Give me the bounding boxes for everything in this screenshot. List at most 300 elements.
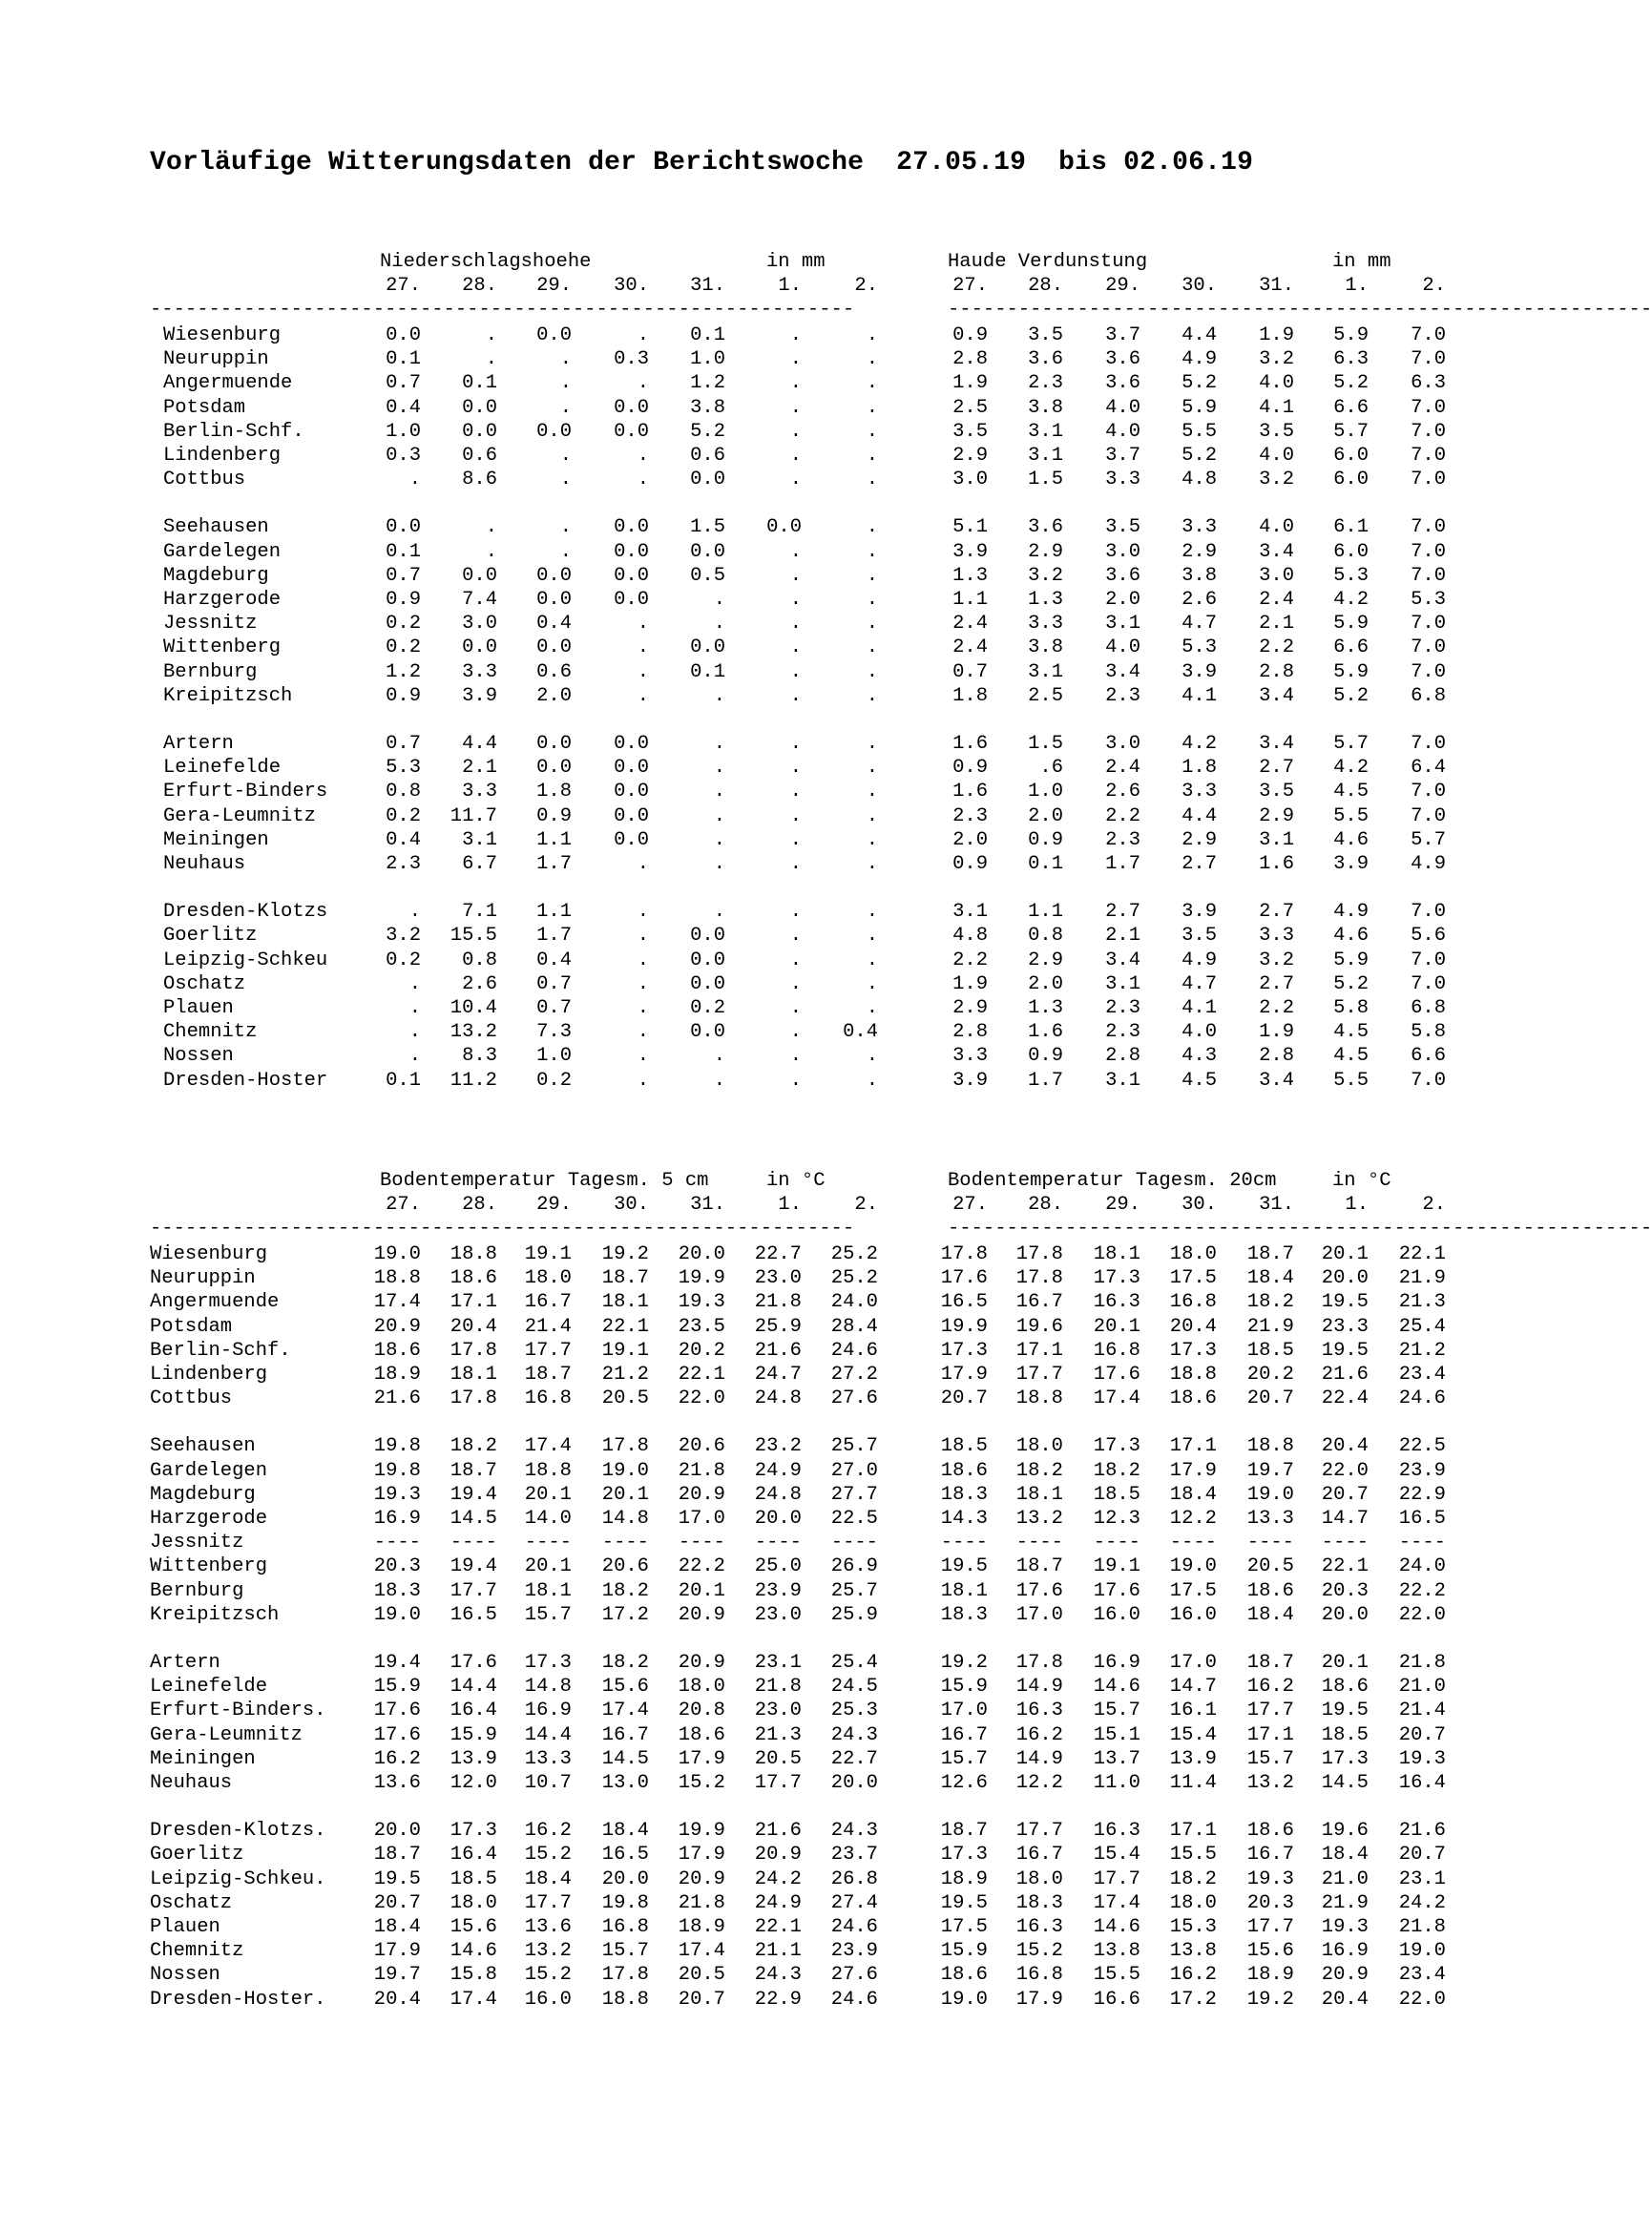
value-cell: 23.0 — [754, 1700, 802, 1721]
value-cell: 12.2 — [1169, 1508, 1217, 1530]
station-name: Cottbus — [163, 469, 246, 490]
table-row — [0, 636, 1579, 659]
value-cell: 18.6 — [1321, 1676, 1369, 1698]
value-cell: 14.8 — [601, 1508, 649, 1530]
value-cell: 18.7 — [373, 1844, 421, 1866]
value-cell: 15.2 — [524, 1964, 572, 1986]
value-cell: 7.0 — [1411, 565, 1446, 587]
value-cell: 4.9 — [1411, 853, 1446, 875]
value-cell: 0.1 — [386, 348, 421, 370]
value-cell: 3.7 — [1105, 324, 1140, 346]
value-cell: 17.3 — [940, 1340, 988, 1362]
value-cell: 7.0 — [1411, 324, 1446, 346]
value-cell: 19.1 — [1093, 1555, 1140, 1577]
value-cell: 18.1 — [601, 1291, 649, 1313]
day-header-right: 27. — [952, 275, 988, 297]
value-cell: 18.7 — [940, 1820, 988, 1842]
value-cell: 23.1 — [1398, 1868, 1446, 1890]
value-cell: . — [637, 661, 649, 683]
value-cell: 14.5 — [601, 1748, 649, 1770]
station-name: Leinefelde — [163, 757, 282, 779]
value-cell: 13.8 — [1169, 1940, 1217, 1962]
value-cell: 3.0 — [462, 613, 497, 635]
value-cell: 23.9 — [830, 1940, 878, 1962]
value-cell: 22.1 — [754, 1916, 802, 1938]
value-cell: 0.6 — [462, 445, 497, 467]
value-cell: ---- — [1321, 1532, 1369, 1554]
value-cell: 3.1 — [1028, 661, 1063, 683]
value-cell: ---- — [450, 1532, 497, 1554]
table-row — [0, 1531, 1579, 1554]
value-cell: 17.8 — [450, 1340, 497, 1362]
value-cell: 21.6 — [1398, 1820, 1446, 1842]
value-cell: 2.6 — [1181, 589, 1217, 611]
value-cell: 3.9 — [952, 541, 988, 563]
value-cell: 18.8 — [1246, 1435, 1294, 1457]
value-cell: 1.0 — [386, 421, 421, 443]
value-cell: 0.0 — [462, 397, 497, 419]
value-cell: 25.3 — [830, 1700, 878, 1721]
value-cell: 23.4 — [1398, 1364, 1446, 1386]
value-cell: 19.8 — [373, 1435, 421, 1457]
value-cell: 17.3 — [1093, 1435, 1140, 1457]
value-cell: 20.7 — [678, 1989, 725, 2011]
value-cell: 22.4 — [1321, 1387, 1369, 1409]
station-name: Dresden-Hoster — [163, 1070, 328, 1092]
table-row — [0, 564, 1579, 588]
value-cell: 5.9 — [1333, 949, 1369, 971]
value-cell: 13.6 — [524, 1916, 572, 1938]
value-cell: 15.5 — [1169, 1844, 1217, 1866]
station-name: Lindenberg — [163, 445, 282, 467]
value-cell: . — [789, 997, 802, 1019]
value-cell: 1.5 — [1028, 733, 1063, 755]
value-cell: 7.0 — [1411, 636, 1446, 658]
value-cell: 19.5 — [1321, 1291, 1369, 1313]
value-cell: 3.6 — [1105, 348, 1140, 370]
value-cell: 19.3 — [1398, 1748, 1446, 1770]
value-cell: 0.0 — [536, 324, 572, 346]
value-cell: 22.9 — [754, 1989, 802, 2011]
table-row — [0, 660, 1579, 684]
value-cell: 17.0 — [678, 1508, 725, 1530]
value-cell: . — [866, 805, 878, 827]
value-cell: 23.7 — [830, 1844, 878, 1866]
value-cell: 18.0 — [450, 1892, 497, 1914]
value-cell: 2.8 — [952, 1021, 988, 1043]
value-cell: 14.7 — [1321, 1508, 1369, 1530]
value-cell: 2.3 — [1105, 997, 1140, 1019]
value-cell: 18.9 — [678, 1916, 725, 1938]
value-cell: 0.4 — [386, 829, 421, 851]
value-cell: 23.1 — [754, 1652, 802, 1674]
value-cell: 18.8 — [373, 1267, 421, 1289]
value-cell: 21.8 — [678, 1892, 725, 1914]
left-section-title: Bodentemperatur Tagesm. 5 cm — [380, 1170, 709, 1192]
value-cell: 4.7 — [1181, 973, 1217, 995]
value-cell: ---- — [524, 1532, 572, 1554]
value-cell: 20.4 — [1321, 1989, 1369, 2011]
value-cell: 0.0 — [614, 516, 649, 538]
value-cell: 22.0 — [1398, 1989, 1446, 2011]
value-cell: . — [866, 853, 878, 875]
value-cell: 2.9 — [952, 445, 988, 467]
value-cell: 4.0 — [1181, 1021, 1217, 1043]
value-cell: . — [866, 733, 878, 755]
value-cell: 13.3 — [1246, 1508, 1294, 1530]
value-cell: 18.9 — [1246, 1964, 1294, 1986]
value-cell: 0.2 — [386, 636, 421, 658]
station-name: Leipzig-Schkeu. — [150, 1868, 326, 1890]
table-row — [0, 756, 1579, 780]
value-cell: . — [866, 636, 878, 658]
value-cell: . — [713, 1070, 725, 1092]
value-cell: 0.0 — [462, 636, 497, 658]
value-cell: 0.1 — [1028, 853, 1063, 875]
value-cell: 18.6 — [450, 1267, 497, 1289]
value-cell: 1.2 — [690, 372, 725, 394]
value-cell: 17.4 — [450, 1989, 497, 2011]
value-cell: 21.8 — [754, 1676, 802, 1698]
value-cell: 21.2 — [601, 1364, 649, 1386]
value-cell: 18.3 — [373, 1580, 421, 1602]
value-cell: 13.2 — [1015, 1508, 1063, 1530]
value-cell: 5.7 — [1333, 421, 1369, 443]
value-cell: 5.5 — [1333, 805, 1369, 827]
value-cell: . — [866, 973, 878, 995]
value-cell: . — [637, 973, 649, 995]
value-cell: 18.1 — [524, 1580, 572, 1602]
value-cell: 6.0 — [1333, 469, 1369, 490]
value-cell: 3.3 — [462, 661, 497, 683]
value-cell: 17.7 — [524, 1892, 572, 1914]
value-cell: 16.4 — [450, 1844, 497, 1866]
value-cell: 1.7 — [1105, 853, 1140, 875]
value-cell: 21.6 — [754, 1820, 802, 1842]
value-cell: 4.7 — [1181, 613, 1217, 635]
table-row — [0, 1915, 1579, 1939]
value-cell: 2.9 — [1028, 541, 1063, 563]
value-cell: 4.1 — [1259, 397, 1294, 419]
value-cell: 2.0 — [952, 829, 988, 851]
value-cell: 21.8 — [754, 1291, 802, 1313]
value-cell: . — [866, 781, 878, 803]
value-cell: 4.0 — [1259, 516, 1294, 538]
value-cell: 0.0 — [690, 973, 725, 995]
value-cell: 18.4 — [1246, 1604, 1294, 1626]
station-name: Berlin-Schf. — [150, 1340, 291, 1362]
value-cell: 18.1 — [450, 1364, 497, 1386]
value-cell: 20.7 — [1398, 1844, 1446, 1866]
value-cell: 2.8 — [952, 348, 988, 370]
value-cell: 19.5 — [940, 1555, 988, 1577]
value-cell: 25.0 — [754, 1555, 802, 1577]
value-cell: 16.0 — [1093, 1604, 1140, 1626]
table-row — [0, 1266, 1579, 1290]
value-cell: 17.3 — [940, 1844, 988, 1866]
value-cell: 17.8 — [1015, 1652, 1063, 1674]
value-cell: 3.3 — [952, 1045, 988, 1067]
day-header-left: 2. — [854, 1194, 878, 1216]
value-cell: . — [559, 372, 572, 394]
value-cell: 19.6 — [1321, 1820, 1369, 1842]
value-cell: 21.4 — [1398, 1700, 1446, 1721]
value-cell: 1.6 — [1028, 1021, 1063, 1043]
value-cell: 20.0 — [1321, 1604, 1369, 1626]
value-cell: 20.1 — [601, 1484, 649, 1506]
day-header-left: 30. — [614, 1194, 649, 1216]
value-cell: 1.7 — [536, 925, 572, 947]
day-header-left: 29. — [536, 275, 572, 297]
day-header-right: 2. — [1422, 275, 1446, 297]
value-cell: 22.5 — [1398, 1435, 1446, 1457]
value-cell: 18.2 — [1169, 1868, 1217, 1890]
value-cell: 14.7 — [1169, 1676, 1217, 1698]
value-cell: 23.9 — [754, 1580, 802, 1602]
value-cell: . — [866, 589, 878, 611]
value-cell: 18.8 — [1169, 1364, 1217, 1386]
value-cell: . — [789, 805, 802, 827]
table-row — [0, 972, 1579, 996]
value-cell: 24.6 — [830, 1340, 878, 1362]
value-cell: 7.1 — [462, 901, 497, 923]
value-cell: 6.3 — [1333, 348, 1369, 370]
value-cell: 25.9 — [754, 1316, 802, 1338]
value-cell: 14.4 — [524, 1724, 572, 1746]
value-cell: 17.9 — [373, 1940, 421, 1962]
value-cell: 3.0 — [1105, 541, 1140, 563]
table-row — [0, 996, 1579, 1020]
value-cell: 19.4 — [450, 1484, 497, 1506]
value-cell: 1.1 — [1028, 901, 1063, 923]
value-cell: 0.2 — [386, 613, 421, 635]
value-cell: 21.2 — [1398, 1340, 1446, 1362]
value-cell: 23.0 — [754, 1267, 802, 1289]
value-cell: 17.1 — [1169, 1435, 1217, 1457]
value-cell: 10.7 — [524, 1772, 572, 1794]
station-name: Neuhaus — [150, 1772, 233, 1794]
value-cell: . — [866, 421, 878, 443]
value-cell: 20.7 — [1321, 1484, 1369, 1506]
value-cell: 18.9 — [373, 1364, 421, 1386]
value-cell: 7.0 — [1411, 469, 1446, 490]
value-cell: 0.0 — [614, 805, 649, 827]
value-cell: 1.5 — [690, 516, 725, 538]
value-cell: 27.0 — [830, 1460, 878, 1482]
value-cell: . — [637, 901, 649, 923]
value-cell: 15.7 — [940, 1748, 988, 1770]
value-cell: 18.7 — [1015, 1555, 1063, 1577]
value-cell: 4.6 — [1333, 925, 1369, 947]
value-cell: 4.6 — [1333, 829, 1369, 851]
value-cell: 8.3 — [462, 1045, 497, 1067]
value-cell: 18.2 — [1246, 1291, 1294, 1313]
right-unit-label: in mm — [1332, 251, 1391, 273]
value-cell: 1.8 — [952, 685, 988, 707]
value-cell: 20.2 — [1246, 1364, 1294, 1386]
value-cell: 20.5 — [1246, 1555, 1294, 1577]
station-name: Bernburg — [163, 661, 258, 683]
station-name: Lindenberg — [150, 1364, 268, 1386]
value-cell: 15.7 — [524, 1604, 572, 1626]
value-cell: 7.0 — [1411, 781, 1446, 803]
value-cell: . — [713, 901, 725, 923]
value-cell: 16.7 — [524, 1291, 572, 1313]
value-cell: 2.9 — [952, 997, 988, 1019]
value-cell: 3.3 — [1028, 613, 1063, 635]
value-cell: 5.5 — [1333, 1070, 1369, 1092]
value-cell: . — [789, 469, 802, 490]
value-cell: 14.9 — [1015, 1748, 1063, 1770]
value-cell: ---- — [830, 1532, 878, 1554]
value-cell: 16.7 — [1015, 1291, 1063, 1313]
table-row — [0, 924, 1579, 948]
value-cell: 7.0 — [1411, 661, 1446, 683]
value-cell: 17.5 — [940, 1916, 988, 1938]
day-header-right: 29. — [1105, 1194, 1140, 1216]
value-cell: 15.5 — [450, 925, 497, 947]
value-cell: 1.1 — [536, 901, 572, 923]
value-cell: . — [789, 829, 802, 851]
value-cell: 3.8 — [1028, 397, 1063, 419]
value-cell: 5.1 — [952, 516, 988, 538]
right-section-title: Haude Verdunstung — [948, 251, 1148, 273]
value-cell: 24.8 — [754, 1484, 802, 1506]
value-cell: 18.0 — [1015, 1435, 1063, 1457]
value-cell: 3.7 — [1105, 445, 1140, 467]
value-cell: 19.3 — [373, 1484, 421, 1506]
value-cell: 15.7 — [1093, 1700, 1140, 1721]
separator-line: ------------------------------------------------------------ — [948, 1218, 1652, 1240]
value-cell: 0.9 — [386, 685, 421, 707]
station-name: Meiningen — [150, 1748, 256, 1770]
value-cell: 22.0 — [678, 1387, 725, 1409]
day-header-left: 27. — [386, 275, 421, 297]
value-cell: 23.2 — [754, 1435, 802, 1457]
value-cell: 15.4 — [1093, 1844, 1140, 1866]
value-cell: 4.5 — [1333, 781, 1369, 803]
value-cell: 16.4 — [450, 1700, 497, 1721]
value-cell: 3.0 — [1259, 565, 1294, 587]
value-cell: 20.9 — [678, 1484, 725, 1506]
value-cell: 14.5 — [450, 1508, 497, 1530]
station-name: Gardelegen — [163, 541, 282, 563]
value-cell: . — [866, 541, 878, 563]
value-cell: 14.8 — [524, 1676, 572, 1698]
value-cell: 17.1 — [450, 1291, 497, 1313]
value-cell: 21.8 — [678, 1460, 725, 1482]
value-cell: 17.3 — [1321, 1748, 1369, 1770]
value-cell: 24.2 — [754, 1868, 802, 1890]
value-cell: 25.2 — [830, 1267, 878, 1289]
station-name: Plauen — [163, 997, 234, 1019]
table-row — [0, 1434, 1579, 1458]
table-row — [0, 900, 1579, 924]
value-cell: . — [789, 973, 802, 995]
value-cell: 17.6 — [1093, 1580, 1140, 1602]
value-cell: 20.9 — [373, 1316, 421, 1338]
value-cell: 18.6 — [940, 1964, 988, 1986]
value-cell: 18.3 — [1015, 1892, 1063, 1914]
value-cell: 17.4 — [678, 1940, 725, 1962]
table-row — [0, 1723, 1579, 1747]
value-cell: 20.9 — [754, 1844, 802, 1866]
value-cell: 20.0 — [678, 1243, 725, 1265]
table-row — [0, 1771, 1579, 1795]
day-header-right: 27. — [952, 1194, 988, 1216]
value-cell: . — [866, 348, 878, 370]
value-cell: 7.0 — [1411, 516, 1446, 538]
value-cell: 12.0 — [450, 1772, 497, 1794]
value-cell: 23.9 — [1398, 1460, 1446, 1482]
value-cell: 3.5 — [1181, 925, 1217, 947]
value-cell: 3.4 — [1259, 685, 1294, 707]
value-cell: 0.9 — [386, 589, 421, 611]
value-cell: 19.4 — [450, 1555, 497, 1577]
value-cell: 7.0 — [1411, 973, 1446, 995]
value-cell: 0.7 — [536, 973, 572, 995]
value-cell: 17.6 — [373, 1724, 421, 1746]
value-cell: 17.6 — [1093, 1364, 1140, 1386]
value-cell: . — [866, 997, 878, 1019]
value-cell: 0.1 — [690, 324, 725, 346]
block-1-day-header — [0, 1193, 1579, 1217]
value-cell: 3.2 — [1028, 565, 1063, 587]
value-cell: 19.3 — [1246, 1868, 1294, 1890]
value-cell: 19.8 — [601, 1892, 649, 1914]
day-header-left: 30. — [614, 275, 649, 297]
value-cell: 25.4 — [1398, 1316, 1446, 1338]
value-cell: 5.9 — [1181, 397, 1217, 419]
value-cell: 20.9 — [1321, 1964, 1369, 1986]
value-cell: 17.6 — [373, 1700, 421, 1721]
value-cell: 24.6 — [1398, 1387, 1446, 1409]
block-0-titles — [0, 250, 1579, 274]
value-cell: 1.9 — [1259, 324, 1294, 346]
station-name: Magdeburg — [150, 1484, 256, 1506]
value-cell: ---- — [373, 1532, 421, 1554]
day-header-left: 2. — [854, 275, 878, 297]
value-cell: . — [713, 589, 725, 611]
value-cell: 17.8 — [1015, 1243, 1063, 1265]
day-header-right: 31. — [1259, 1194, 1294, 1216]
value-cell: 4.4 — [462, 733, 497, 755]
station-name: Gera-Leumnitz — [150, 1724, 303, 1746]
value-cell: 6.8 — [1411, 685, 1446, 707]
value-cell: 4.9 — [1181, 949, 1217, 971]
value-cell: . — [866, 1045, 878, 1067]
value-cell: 17.0 — [1015, 1604, 1063, 1626]
value-cell: 24.7 — [754, 1364, 802, 1386]
value-cell: 2.9 — [1181, 829, 1217, 851]
value-cell: . — [559, 469, 572, 490]
value-cell: 19.0 — [373, 1243, 421, 1265]
value-cell: 3.1 — [952, 901, 988, 923]
day-header-left: 28. — [462, 1194, 497, 1216]
value-cell: 18.2 — [450, 1435, 497, 1457]
day-header-right: 31. — [1259, 275, 1294, 297]
table-row — [0, 1020, 1579, 1044]
value-cell: . — [866, 372, 878, 394]
value-cell: 3.9 — [1333, 853, 1369, 875]
value-cell: 18.5 — [450, 1868, 497, 1890]
value-cell: 19.7 — [1246, 1460, 1294, 1482]
table-row — [0, 1579, 1579, 1603]
value-cell: . — [637, 469, 649, 490]
value-cell: . — [866, 661, 878, 683]
station-name: Leinefelde — [150, 1676, 268, 1698]
value-cell: 4.1 — [1181, 997, 1217, 1019]
